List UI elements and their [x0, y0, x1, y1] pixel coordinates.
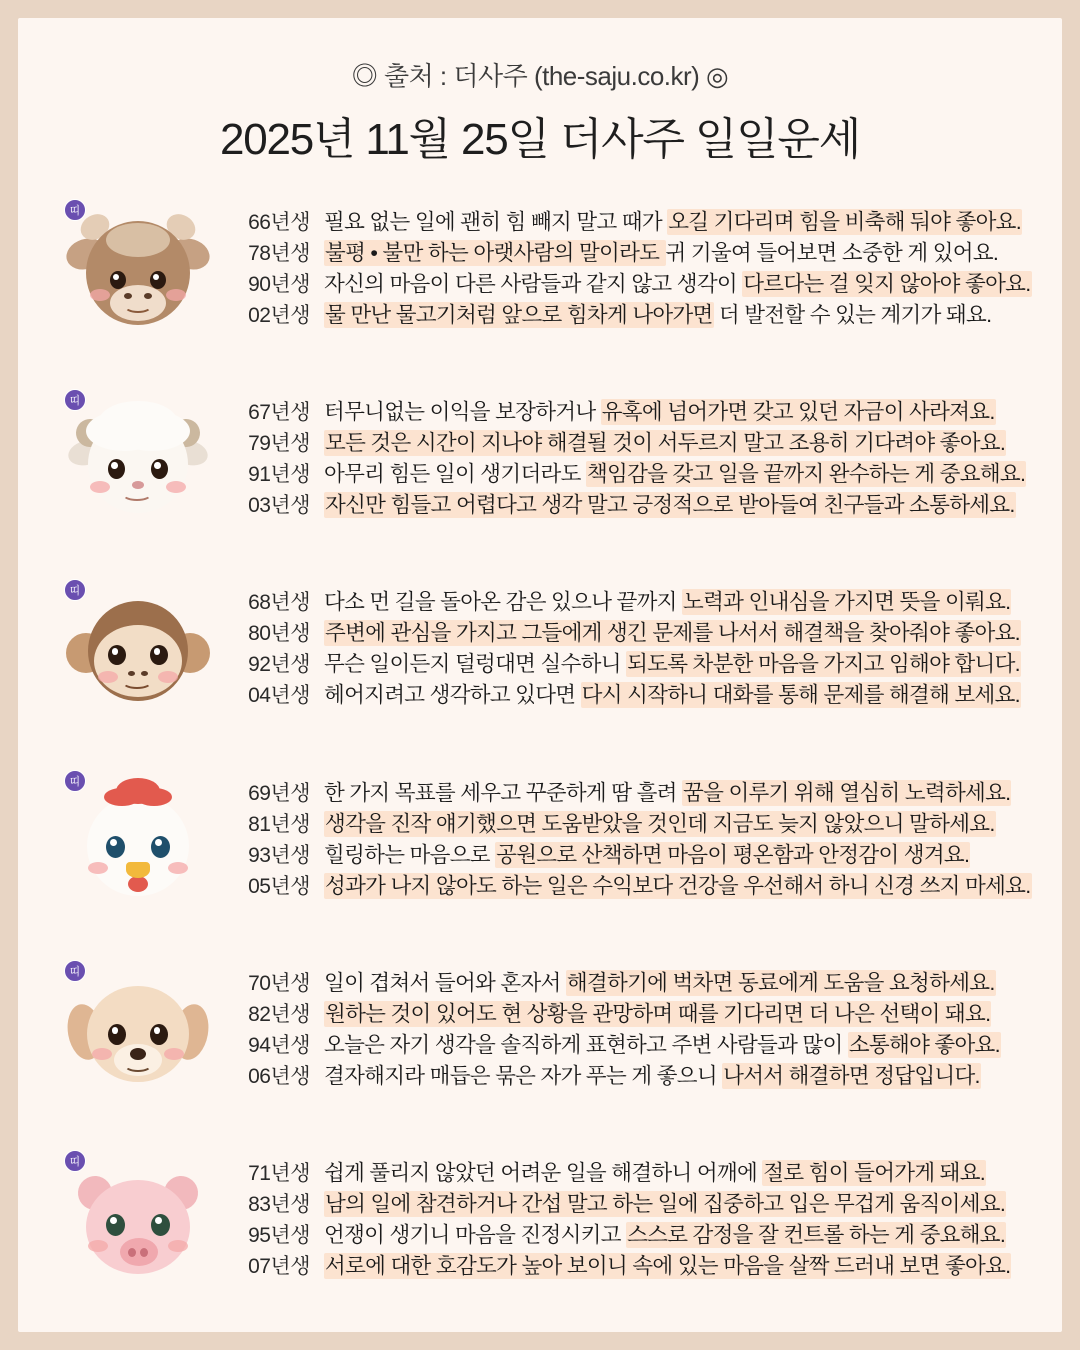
- rooster-comb-icon: [116, 778, 160, 804]
- birth-year-label: 70년생: [248, 971, 310, 995]
- fortune-line: [324, 971, 1032, 996]
- fortune-highlight: 오길 기다리며 힘을 비축해 둬야 좋아요.: [668, 210, 1021, 234]
- monkey-avatar-icon: [64, 579, 212, 719]
- rooster-avatar-icon: [64, 770, 212, 910]
- pig-cheek-left-icon: [88, 1240, 108, 1252]
- sheep-wool-icon: [98, 401, 178, 445]
- fortune-line: [324, 462, 1032, 487]
- fortune-plain: 필요 없는 일에 괜히 힘 빼지 말고 때가: [324, 210, 668, 234]
- birth-year-label: 83년생: [248, 1192, 310, 1216]
- birth-year-label: 78년생: [248, 242, 310, 265]
- fortune-plain: 아무리 힘든 일이 생기더라도: [324, 462, 586, 487]
- birth-year-label: 03년생: [248, 494, 310, 518]
- ox-eye-right-icon: [150, 271, 166, 289]
- fortune-highlight: 모든 것은 시간이 지나야 해결될 것이 서두르지 말고 조용히 기다려야 좋아요.: [325, 431, 1006, 456]
- fortune-plain: 무슨 일이든지 덜렁대면 실수하니: [324, 652, 627, 677]
- avatar-cell-monkey: [48, 563, 228, 735]
- birth-year-label: 80년생: [248, 622, 310, 646]
- fortune-line: [324, 1033, 1032, 1058]
- fortune-plain: 한 가지 목표를 세우고 꾸준하게 땀 흘려: [324, 780, 683, 805]
- pig-snout-icon: [120, 1238, 158, 1266]
- dog-avatar-icon: [64, 960, 212, 1100]
- ox-nostril-left-icon: [124, 293, 132, 299]
- fortune-text-column: [310, 373, 1032, 545]
- fortune-highlight: 물 만난 물고기처럼 앞으로 힘차게 나아가면: [325, 303, 713, 327]
- fortune-line: [324, 652, 1032, 677]
- rooster-eye-left-icon: [106, 836, 125, 858]
- birth-year-column: [228, 754, 310, 926]
- fortune-highlight: 해결하기에 벅차면 동료에게 도움을 요청하세요.: [566, 970, 995, 995]
- birth-year-label: 04년생: [248, 684, 310, 708]
- birth-year-label: 93년생: [248, 843, 310, 867]
- fortune-highlight: 다시 시작하니 대화를 통해 문제를 해결해 보세요.: [581, 683, 1020, 708]
- ox-cheek-right-icon: [166, 289, 186, 301]
- fortune-highlight: 생각을 진작 얘기했으면 도움받았을 것인데 지금도 늦지 않았으니 말하세요.: [325, 811, 995, 836]
- birth-year-label: 79년생: [248, 432, 310, 456]
- birth-year-label: 05년생: [248, 874, 310, 898]
- birth-year-label: 06년생: [248, 1064, 310, 1088]
- header: [48, 56, 1032, 167]
- fortune-plain: 일이 겹쳐서 들어와 혼자서: [324, 970, 566, 995]
- birth-year-column: [228, 563, 310, 735]
- fortune-highlight: 책임감을 갖고 일을 끝까지 완수하는 게 중요해요.: [586, 462, 1026, 487]
- birth-year-label: 95년생: [248, 1223, 310, 1247]
- fortune-highlight: 스스로 감정을 잘 컨트롤 하는 게 중요해요.: [627, 1222, 1006, 1247]
- fortune-line: [324, 1161, 1032, 1186]
- ox-eye-left-icon: [110, 271, 126, 289]
- fortune-text-column: [310, 183, 1032, 355]
- fortune-plain: 오늘은 자기 생각을 솔직하게 표현하고 주변 사람들과 많이: [324, 1032, 848, 1057]
- fortune-highlight: 원하는 것이 있어도 현 상황을 관망하며 때를 기다리면 더 나은 선택이 돼요.: [325, 1001, 991, 1026]
- fortune-highlight: 노력과 인내심을 가지면 뜻을 이뤄요.: [683, 590, 1011, 615]
- pig-nostril-left-icon: [128, 1248, 136, 1257]
- birth-year-label: 81년생: [248, 812, 310, 836]
- fortune-line: [324, 590, 1032, 615]
- pig-eye-right-icon: [151, 1214, 170, 1236]
- ox-avatar-icon: [64, 199, 212, 339]
- fortune-line: [324, 1002, 1032, 1027]
- fortune-plain: 다소 먼 길을 돌아온 감은 있으나 끝까지: [324, 590, 683, 615]
- birth-year-label: 90년생: [248, 273, 310, 296]
- birth-year-label: 07년생: [248, 1254, 310, 1278]
- pig-nostril-right-icon: [140, 1248, 148, 1257]
- pig-eye-left-icon: [106, 1214, 125, 1236]
- birth-year-label: 69년생: [248, 781, 310, 805]
- birth-year-label: 91년생: [248, 463, 310, 487]
- zodiac-badge-icon: 띠: [64, 1150, 86, 1172]
- zodiac-badge-icon: 띠: [64, 770, 86, 792]
- fortune-highlight: 꿈을 이루기 위해 열심히 노력하세요.: [683, 780, 1011, 805]
- fortune-line: [324, 683, 1032, 708]
- fortune-plain: 자신의 마음이 다른 사람들과 같지 않고 생각이: [324, 272, 743, 296]
- poster-card: [18, 18, 1062, 1332]
- fortune-highlight: 다르다는 걸 잊지 않아야 좋아요.: [743, 272, 1031, 296]
- fortune-line: [324, 272, 1032, 297]
- birth-year-label: 82년생: [248, 1002, 310, 1026]
- fortune-plain: 힐링하는 마음으로: [324, 842, 496, 867]
- zodiac-badge-icon: 띠: [64, 199, 86, 221]
- fortune-highlight: 절로 힘이 들어가게 돼요.: [763, 1160, 986, 1185]
- rooster-eye-right-icon: [151, 836, 170, 858]
- birth-year-column: [228, 944, 310, 1116]
- fortune-highlight: 되도록 차분한 마음을 가지고 임해야 합니다.: [627, 652, 1020, 677]
- fortune-highlight: 서로에 대한 호감도가 높아 보이니 속에 있는 마음을 살짝 드러내 보면 좋아요.: [325, 1253, 1011, 1278]
- avatar-cell-sheep: [48, 373, 228, 545]
- birth-year-label: 67년생: [248, 401, 310, 425]
- fortune-line: [324, 210, 1032, 235]
- fortune-highlight: 나서서 해결하면 정답입니다.: [723, 1063, 980, 1088]
- page-title: 2025년 11월 25일 더사주 일일운세: [219, 115, 861, 164]
- rooster-beak-icon: [126, 862, 150, 878]
- fortune-highlight: 자신만 힘들고 어렵다고 생각 말고 긍정적으로 받아들여 친구들과 소통하세요.: [325, 493, 1015, 518]
- avatar-cell-pig: [48, 1134, 228, 1306]
- fortune-line: [324, 431, 1032, 456]
- fortune-line: [324, 1192, 1032, 1217]
- birth-year-column: [228, 183, 310, 355]
- fortune-plain: 터무니없는 이익을 보장하거나: [324, 400, 601, 425]
- rooster-cheek-right-icon: [168, 862, 188, 874]
- fortune-line: [324, 400, 1032, 425]
- fortune-line: [324, 1064, 1032, 1089]
- birth-year-label: 94년생: [248, 1033, 310, 1057]
- zodiac-row-pig: [48, 1134, 1032, 1306]
- pig-cheek-right-icon: [168, 1240, 188, 1252]
- dog-cheek-left-icon: [92, 1048, 112, 1060]
- dog-eye-left-icon: [108, 1024, 126, 1045]
- fortune-line: [324, 874, 1032, 899]
- fortune-line: [324, 1223, 1032, 1248]
- zodiac-badge-icon: 띠: [64, 960, 86, 982]
- fortune-plain: 쉽게 풀리지 않았던 어려운 일을 해결하니 어깨에: [324, 1160, 763, 1185]
- ox-forelock-icon: [106, 223, 170, 257]
- fortune-plain: 귀 기울여 들어보면 소중한 게 있어요.: [665, 241, 999, 265]
- fortune-line: [324, 303, 1032, 328]
- fortune-line: [324, 621, 1032, 646]
- dog-eye-right-icon: [150, 1024, 168, 1045]
- fortune-line: [324, 812, 1032, 837]
- fortune-highlight: 소통해야 좋아요.: [848, 1032, 1000, 1057]
- rooster-wattle-icon: [128, 876, 148, 892]
- ox-cheek-left-icon: [90, 289, 110, 301]
- fortune-highlight: 주변에 관심을 가지고 그들에게 생긴 문제를 나서서 해결책을 찾아줘야 좋아요.: [325, 621, 1020, 646]
- birth-year-column: [228, 1134, 310, 1306]
- rooster-cheek-left-icon: [88, 862, 108, 874]
- source-credit: ◎ 출처 : 더사주 (the-saju.co.kr) ◎: [351, 61, 729, 91]
- fortune-plain: 헤어지려고 생각하고 있다면: [324, 683, 581, 708]
- ox-nostril-right-icon: [144, 293, 152, 299]
- fortune-plain: 언쟁이 생기니 마음을 진정시키고: [324, 1222, 627, 1247]
- birth-year-label: 66년생: [248, 211, 310, 234]
- avatar-cell-ox: [48, 183, 228, 355]
- fortune-plain: 결자해지라 매듭은 묶은 자가 푸는 게 좋으니: [324, 1063, 723, 1088]
- fortune-text-column: [310, 1134, 1032, 1306]
- zodiac-row-monkey: [48, 563, 1032, 735]
- fortune-line: [324, 241, 1032, 266]
- footer-spacer: [48, 1306, 1032, 1312]
- birth-year-label: 92년생: [248, 653, 310, 677]
- fortune-line: [324, 1254, 1032, 1279]
- fortune-highlight: 공원으로 산책하면 마음이 평온함과 안정감이 생겨요.: [496, 842, 970, 867]
- birth-year-label: 71년생: [248, 1161, 310, 1185]
- fortune-line: [324, 781, 1032, 806]
- fortune-highlight: 남의 일에 참견하거나 간섭 말고 하는 일에 집중하고 입은 무겁게 움직이세요.: [325, 1191, 1006, 1216]
- fortune-plain: 더 발전할 수 있는 계기가 돼요.: [713, 303, 992, 327]
- zodiac-badge-icon: 띠: [64, 579, 86, 601]
- fortune-line: [324, 493, 1032, 518]
- sheep-avatar-icon: [64, 389, 212, 529]
- birth-year-label: 68년생: [248, 591, 310, 615]
- birth-year-column: [228, 373, 310, 545]
- zodiac-badge-icon: 띠: [64, 389, 86, 411]
- zodiac-row-ox: [48, 183, 1032, 355]
- avatar-cell-dog: [48, 944, 228, 1116]
- fortune-text-column: [310, 944, 1032, 1116]
- fortune-highlight: 불평 • 불만 하는 아랫사람의 말이라도: [325, 241, 665, 265]
- birth-year-label: 02년생: [248, 304, 310, 327]
- dog-smile-icon: [124, 1058, 152, 1072]
- zodiac-rows: [48, 183, 1032, 1306]
- fortune-highlight: 성과가 나지 않아도 하는 일은 수익보다 건강을 우선해서 하니 신경 쓰지 마세요.: [325, 873, 1031, 898]
- zodiac-row-dog: [48, 944, 1032, 1116]
- fortune-highlight: 유혹에 넘어가면 갖고 있던 자금이 사라져요.: [601, 400, 995, 425]
- fortune-line: [324, 843, 1032, 868]
- sheep-cheek-right-icon: [166, 481, 186, 493]
- pig-avatar-icon: [64, 1150, 212, 1290]
- ox-smile-icon: [124, 299, 152, 313]
- zodiac-row-sheep: [48, 373, 1032, 545]
- avatar-cell-rooster: [48, 754, 228, 926]
- fortune-text-column: [310, 563, 1032, 735]
- fortune-text-column: [310, 754, 1032, 926]
- zodiac-row-rooster: [48, 754, 1032, 926]
- dog-cheek-right-icon: [164, 1048, 184, 1060]
